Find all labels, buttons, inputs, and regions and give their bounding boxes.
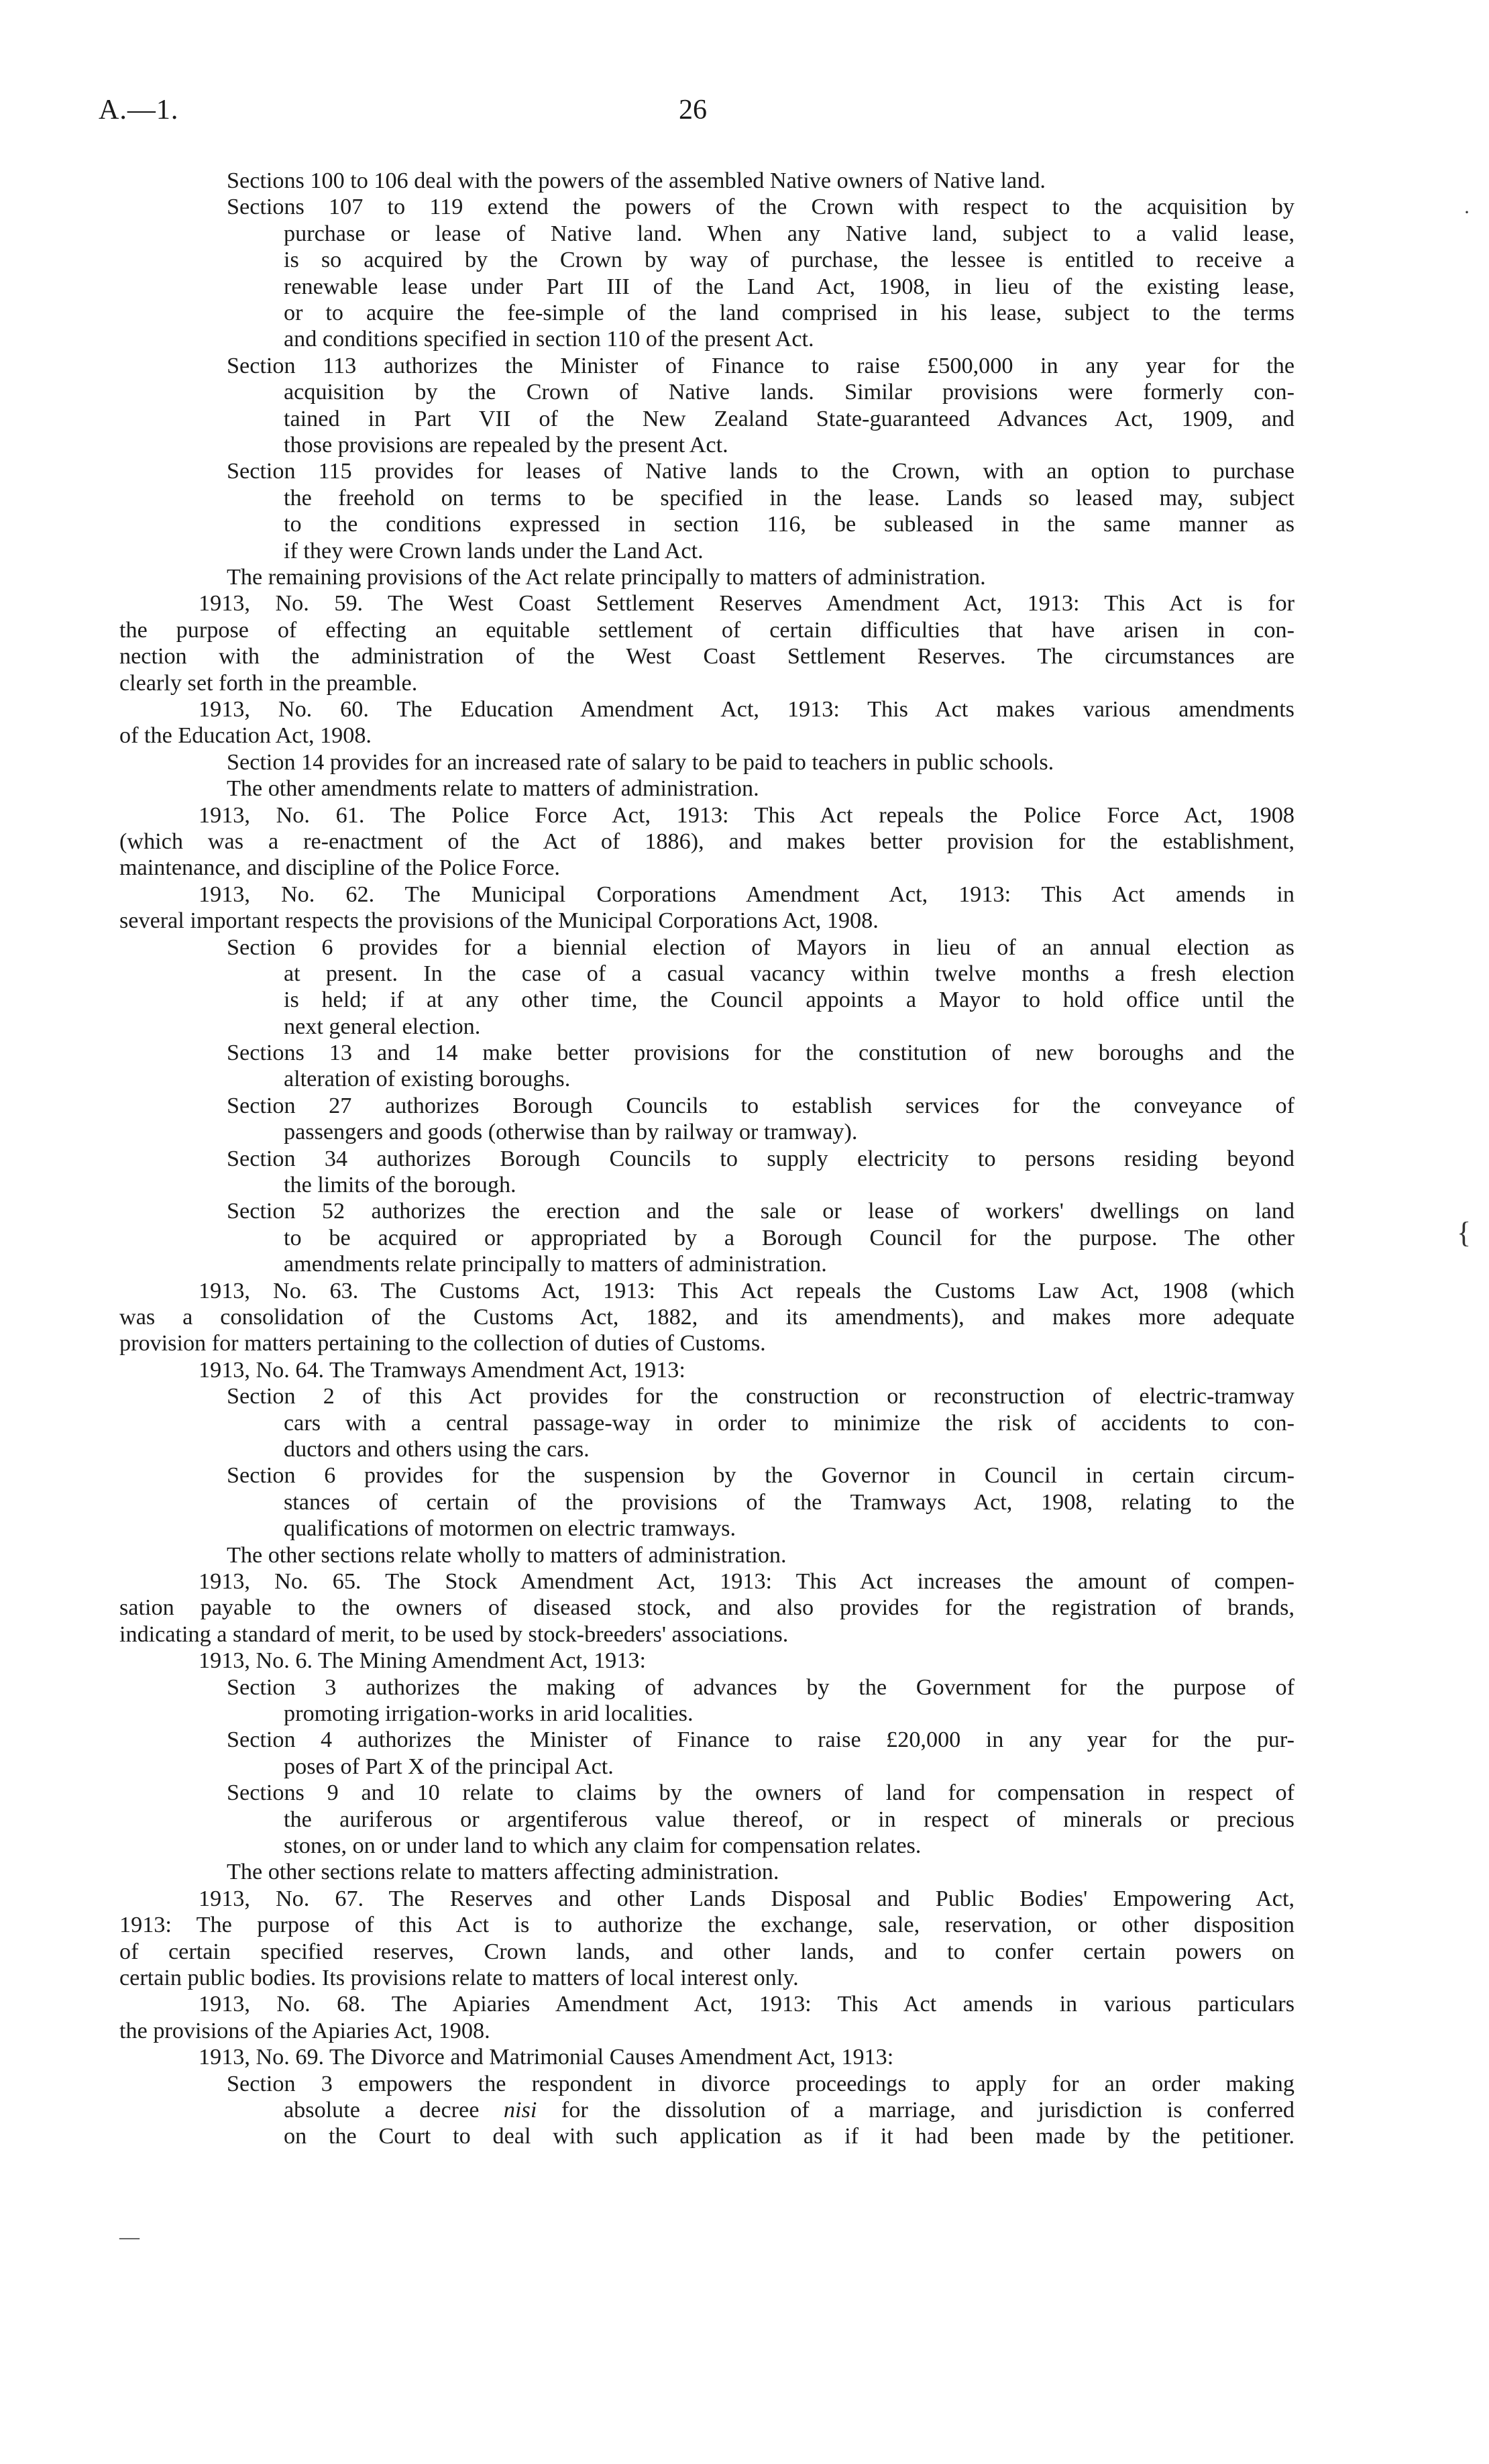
text-line: 1913, No. 64. The Tramways Amendment Act, 1913:	[199, 1357, 685, 1383]
text-line: Section 34 authorizes Borough Councils to supply electricity to persons residing beyond	[227, 1146, 1294, 1171]
text-line: promoting irrigation-works in arid localities.	[284, 1701, 694, 1727]
page-number: 26	[679, 95, 707, 125]
text-line: 1913, No. 6. The Mining Amendment Act, 1913:	[199, 1648, 646, 1674]
margin-mark-top: ·	[1464, 201, 1470, 223]
text-line: amendments relate principally to matters of administration.	[284, 1252, 827, 1277]
text-line: The other amendments relate to matters of administration.	[227, 776, 759, 802]
text-line: passengers and goods (otherwise than by railway or tramway).	[284, 1120, 858, 1145]
text-line: 1913, No. 68. The Apiaries Amendment Act, 1913: This Act amends in various particulars	[199, 1992, 1294, 2017]
text-line: of the Education Act, 1908.	[119, 723, 372, 749]
text-line: Section 27 authorizes Borough Councils to establish services for the conveyance of	[227, 1093, 1294, 1118]
text-line: Section 113 authorizes the Minister of Finance to raise £500,000 in any year for the	[227, 353, 1294, 378]
text-line: The other sections relate to matters affecting administration.	[227, 1860, 779, 1885]
text-line: or to acquire the fee-simple of the land comprised in his lease, subject to the terms	[284, 300, 1294, 325]
text-line: 1913, No. 61. The Police Force Act, 1913: This Act repeals the Police Force Act, 1908	[199, 802, 1294, 828]
text-line: next general election.	[284, 1014, 481, 1039]
text-line: the limits of the borough.	[284, 1173, 516, 1198]
text-line: maintenance, and discipline of the Police Force.	[119, 855, 560, 881]
document-body	[119, 168, 1294, 2150]
text-line: 1913: The purpose of this Act is to authorize the exchange, sale, reservation, or other disposition	[119, 1913, 1294, 1938]
text-line: 1913, No. 65. The Stock Amendment Act, 1913: This Act increases the amount of compen-	[199, 1569, 1294, 1595]
text-line: the auriferous or argentiferous value thereof, or in respect of minerals or precious	[284, 1807, 1294, 1832]
text-line: stones, on or under land to which any claim for compensation relates.	[284, 1833, 922, 1858]
text-line: 1913, No. 69. The Divorce and Matrimonial Causes Amendment Act, 1913:	[199, 2045, 894, 2070]
text-line: is so acquired by the Crown by way of purchase, the lessee is entitled to receive a	[284, 248, 1294, 273]
text-line: tained in Part VII of the New Zealand State-guaranteed Advances Act, 1909, and	[284, 406, 1294, 431]
text-line: Sections 9 and 10 relate to claims by the owners of land for compensation in respect of	[227, 1780, 1294, 1806]
text-line: several important respects the provisions of the Municipal Corporations Act, 1908.	[119, 908, 879, 934]
text-line: The remaining provisions of the Act relate principally to matters of administration.	[227, 564, 986, 590]
text-line: qualifications of motormen on electric tramways.	[284, 1516, 736, 1542]
text-line: Section 3 empowers the respondent in divorce proceedings to apply for an order making	[227, 2071, 1294, 2096]
document-reference: A.—1.	[99, 95, 179, 125]
text-line: purchase or lease of Native land. When any Native land, subject to a valid lease,	[284, 221, 1294, 246]
text-line: 1913, No. 63. The Customs Act, 1913: This Act repeals the Customs Law Act, 1908 (which	[199, 1278, 1294, 1303]
margin-mark-bottom-left: —	[119, 2226, 140, 2248]
text-line: Sections 13 and 14 make better provisions for the constitution of new boroughs and the	[227, 1040, 1294, 1066]
text-line: those provisions are repealed by the present Act.	[284, 432, 728, 458]
text-line: the purpose of effecting an equitable settlement of certain difficulties that have arisen in con-	[119, 617, 1294, 643]
text-line: nection with the administration of the West Coast Settlement Reserves. The circumstances are	[119, 644, 1294, 669]
text-line: Section 115 provides for leases of Native lands to the Crown, with an option to purchase	[227, 459, 1294, 484]
text-line: acquisition by the Crown of Native lands. Similar provisions were formerly con-	[284, 380, 1294, 405]
text-line: was a consolidation of the Customs Act, 1882, and its amendments), and makes more adequate	[119, 1305, 1294, 1330]
text-segment: absolute a decree	[284, 2097, 504, 2123]
text-line: alteration of existing boroughs.	[284, 1067, 571, 1092]
text-line: (which was a re-enactment of the Act of 1886), and makes better provision for the establishment,	[119, 828, 1294, 854]
text-line: cars with a central passage-way in order to minimize the risk of accidents to con-	[284, 1410, 1294, 1436]
text-line: Section 14 provides for an increased rate of salary to be paid to teachers in public schools.	[227, 749, 1054, 775]
text-line: to be acquired or appropriated by a Borough Council for the purpose. The other	[284, 1225, 1294, 1250]
text-line: to the conditions expressed in section 116, be subleased in the same manner as	[284, 512, 1294, 537]
text-line: 1913, No. 62. The Municipal Corporations Amendment Act, 1913: This Act amends in	[199, 881, 1294, 907]
text-line: provision for matters pertaining to the collection of duties of Customs.	[119, 1331, 766, 1356]
text-line: 1913, No. 60. The Education Amendment Act, 1913: This Act makes various amendments	[199, 696, 1294, 722]
text-line: the freehold on terms to be specified in the lease. Lands so leased may, subject	[284, 485, 1294, 511]
text-line: Section 4 authorizes the Minister of Finance to raise £20,000 in any year for the pur-	[227, 1727, 1294, 1753]
text-line: sation payable to the owners of diseased stock, and also provides for the registration of brands,	[119, 1595, 1294, 1621]
text-line: ductors and others using the cars.	[284, 1437, 590, 1462]
text-line: indicating a standard of merit, to be used by stock-breeders' associations.	[119, 1621, 789, 1647]
text-line: Section 3 authorizes the making of advances by the Government for the purpose of	[227, 1674, 1294, 1700]
text-line: 1913, No. 67. The Reserves and other Lands Disposal and Public Bodies' Empowering Act,	[199, 1886, 1294, 1911]
text-line: Section 6 provides for a biennial election of Mayors in lieu of an annual election as	[227, 934, 1294, 960]
text-line: Section 6 provides for the suspension by the Governor in Council in certain circum-	[227, 1463, 1294, 1489]
text-line: at present. In the case of a casual vacancy within twelve months a fresh election	[284, 961, 1294, 986]
text-line: poses of Part X of the principal Act.	[284, 1754, 614, 1779]
text-line: on the Court to deal with such application as if it had been made by the petitioner.	[284, 2124, 1294, 2149]
text-line: renewable lease under Part III of the Land Act, 1908, in lieu of the existing lease,	[284, 274, 1294, 299]
text-line: Section 2 of this Act provides for the construction or reconstruction of electric-tramway	[227, 1384, 1294, 1409]
text-line: of certain specified reserves, Crown lands, and other lands, and to confer certain powers on	[119, 1939, 1294, 1964]
text-line: if they were Crown lands under the Land Act.	[284, 538, 704, 564]
margin-mark-bracket: {	[1457, 1216, 1472, 1249]
text-line: Section 52 authorizes the erection and the sale or lease of workers' dwellings on land	[227, 1199, 1294, 1224]
text-line	[119, 2097, 1294, 2123]
text-line: The other sections relate wholly to matters of administration.	[227, 1542, 787, 1568]
text-line: 1913, No. 59. The West Coast Settlement Reserves Amendment Act, 1913: This Act is for	[199, 591, 1294, 617]
text-line: Sections 100 to 106 deal with the powers of the assembled Native owners of Native land.	[227, 168, 1046, 193]
text-line: is held; if at any other time, the Council appoints a Mayor to hold office until the	[284, 987, 1294, 1013]
text-line: the provisions of the Apiaries Act, 1908.	[119, 2018, 490, 2043]
text-line: certain public bodies. Its provisions relate to matters of local interest only.	[119, 1965, 799, 1990]
italic-term: nisi	[503, 2097, 537, 2123]
text-line: and conditions specified in section 110 of the present Act.	[284, 327, 814, 352]
text-segment: for the dissolution of a marriage, and jurisdiction is conferred	[537, 2097, 1294, 2123]
text-line: Sections 107 to 119 extend the powers of the Crown with respect to the acquisition by	[227, 195, 1294, 220]
text-line: stances of certain of the provisions of the Tramways Act, 1908, relating to the	[284, 1489, 1294, 1515]
text-line: clearly set forth in the preamble.	[119, 670, 418, 696]
